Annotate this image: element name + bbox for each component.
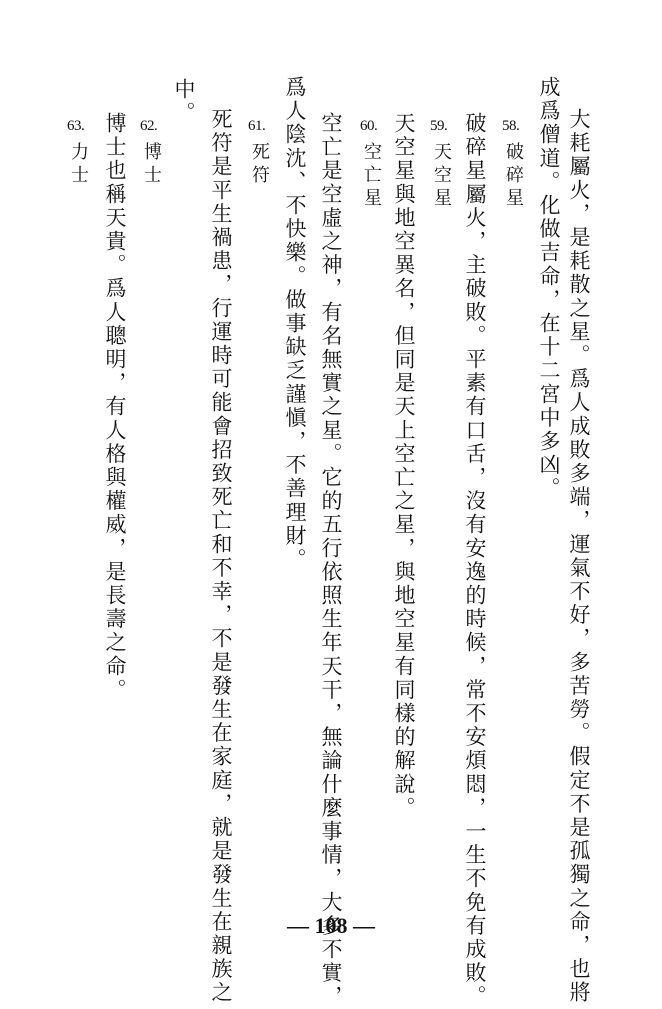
item-number: 60. <box>360 118 378 134</box>
section-heading: 死符 <box>249 142 270 188</box>
text-column: 成爲僧道。化做吉命，在十二宮中多凶。 <box>537 76 561 501</box>
item-number: 58. <box>502 118 520 134</box>
section-heading: 天空星 <box>431 142 452 211</box>
item-number: 62. <box>140 118 158 134</box>
text-column: 空亡是空虛之神，有名無實之星。它的五行依照生年天干，無論什麼事情，大多不實， <box>319 112 343 1009</box>
text-column: 破碎星屬火，主破敗。平素有口舌，沒有安逸的時候，常不安煩悶，一生不免有成敗。 <box>463 112 487 1009</box>
section-heading: 力士 <box>68 142 89 188</box>
section-heading: 博士 <box>141 142 162 188</box>
text-column: 天空星與地空異名，但同是天上空亡之星，與地空星有同樣的解說。 <box>392 112 416 820</box>
item-number: 61. <box>248 118 266 134</box>
text-column: 中。 <box>172 78 196 126</box>
item-number: 63. <box>67 118 85 134</box>
section-heading: 空亡星 <box>361 142 382 211</box>
text-column: 死符是平生禍患，行運時可能會招致死亡和不幸，不是發生在家庭，就是發生在親族之 <box>209 108 233 1005</box>
item-number: 59. <box>430 118 448 134</box>
section-heading: 破碎星 <box>503 142 524 211</box>
text-column: 大耗屬火，是耗散之星。爲人成敗多端，運氣不好，多苦勞。假定不是孤獨之命，也將 <box>567 108 591 1005</box>
text-column: 博士也稱天貴。爲人聰明，有人格與權威，是長壽之命。 <box>103 112 127 702</box>
page-number: — 108 — <box>287 913 375 938</box>
text-column: 爲人陰沈、不快樂。做事缺乏謹愼，不善理財。 <box>283 76 307 572</box>
